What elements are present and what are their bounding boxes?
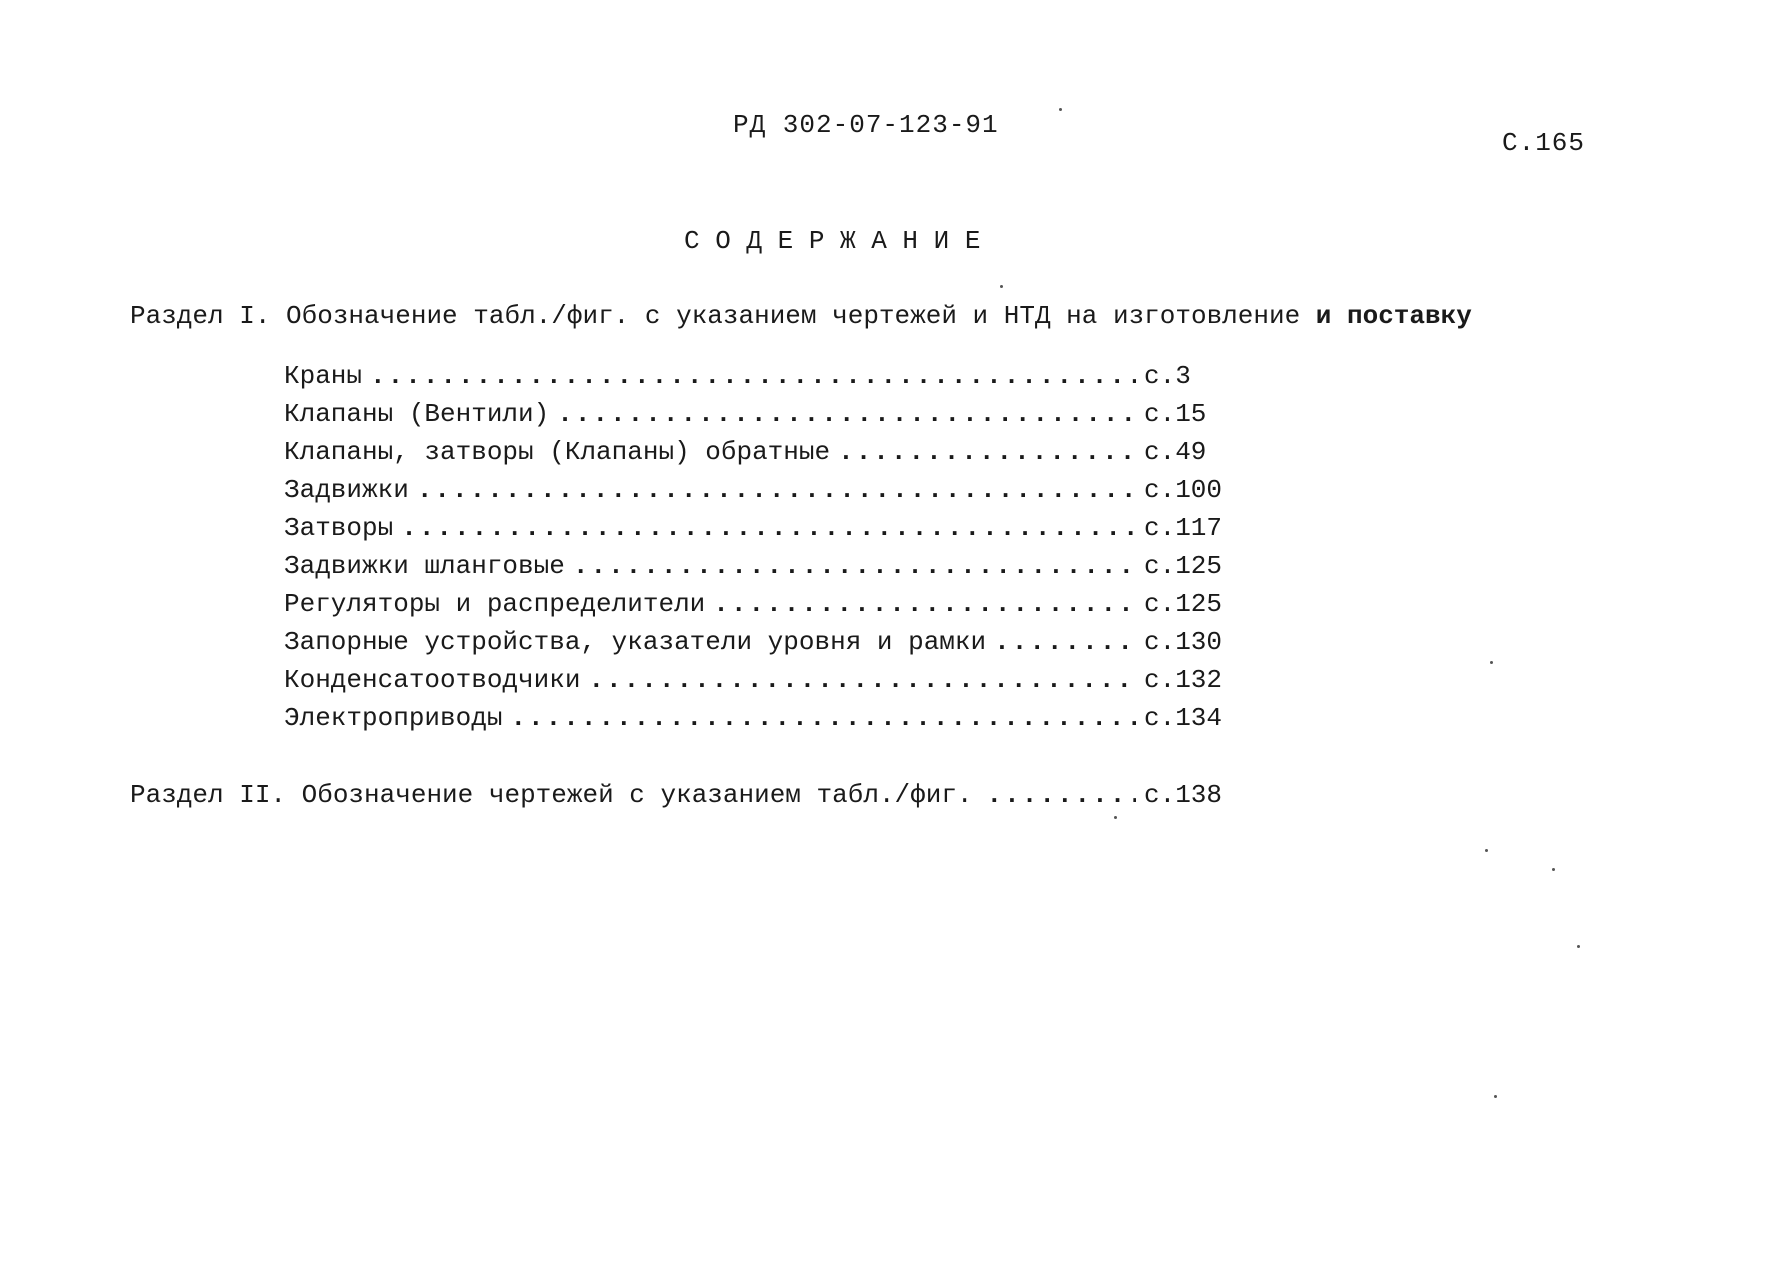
section-2-title: Раздел II. Обозначение чертежей с указанием табл./фиг. bbox=[130, 780, 973, 810]
toc-entry-label: Клапаны, затворы (Клапаны) обратные bbox=[284, 437, 831, 467]
toc-entry-page: с.125 bbox=[1144, 551, 1223, 581]
scan-speck bbox=[1000, 285, 1003, 288]
toc-entry-label: Затворы bbox=[284, 513, 394, 543]
toc-entry-page: с.15 bbox=[1144, 399, 1207, 429]
toc-entry-label: Регуляторы и распределители bbox=[284, 589, 706, 619]
toc-entry-label: Запорные устройства, указатели уровня и рамки bbox=[284, 627, 987, 657]
scan-speck bbox=[1490, 661, 1493, 664]
dot-leader bbox=[510, 703, 1136, 733]
dot-leader bbox=[588, 665, 1136, 695]
scan-speck bbox=[1552, 868, 1555, 871]
section-1-title-text: Раздел I. Обозначение табл./фиг. с указанием чертежей и НТД на изготовление bbox=[130, 301, 1316, 331]
scan-speck bbox=[1114, 816, 1117, 819]
toc-entry[interactable] bbox=[284, 665, 1284, 703]
dot-leader bbox=[557, 399, 1136, 429]
dot-leader bbox=[713, 589, 1136, 619]
toc-entry-label: Задвижки bbox=[284, 475, 409, 505]
section-1-title bbox=[130, 301, 1472, 331]
dot-leader bbox=[401, 513, 1136, 543]
toc-list bbox=[284, 361, 1284, 741]
toc-entry[interactable] bbox=[284, 399, 1284, 437]
toc-entry-label: Задвижки шланговые bbox=[284, 551, 565, 581]
toc-entry-label: Электроприводы bbox=[284, 703, 503, 733]
toc-entry-page: с.134 bbox=[1144, 703, 1223, 733]
toc-entry[interactable] bbox=[284, 437, 1284, 475]
toc-entry-page: с.130 bbox=[1144, 627, 1223, 657]
toc-entry[interactable] bbox=[284, 627, 1284, 665]
toc-entry-page: с.49 bbox=[1144, 437, 1207, 467]
dot-leader bbox=[417, 475, 1136, 505]
toc-entry[interactable] bbox=[284, 703, 1284, 741]
toc-entry[interactable] bbox=[284, 361, 1284, 399]
scan-speck bbox=[1494, 1095, 1497, 1098]
toc-entry-page: с.3 bbox=[1144, 361, 1191, 391]
section-2-page: с.138 bbox=[1144, 780, 1223, 810]
toc-entry-page: с.125 bbox=[1144, 589, 1223, 619]
toc-entry-page: с.117 bbox=[1144, 513, 1223, 543]
page-number: С.165 bbox=[1502, 128, 1586, 158]
toc-heading: С О Д Е Р Ж А Н И Е bbox=[684, 226, 981, 256]
dot-leader bbox=[987, 780, 1136, 810]
dot-leader bbox=[573, 551, 1136, 581]
dot-leader bbox=[994, 627, 1136, 657]
scan-speck bbox=[1577, 945, 1580, 948]
toc-entry-label: Клапаны (Вентили) bbox=[284, 399, 550, 429]
scan-speck bbox=[1485, 849, 1488, 852]
toc-entry[interactable] bbox=[284, 589, 1284, 627]
section-2-entry[interactable] bbox=[130, 780, 1284, 818]
toc-entry[interactable] bbox=[284, 475, 1284, 513]
dot-leader bbox=[370, 361, 1136, 391]
document-code: РД 302-07-123-91 bbox=[733, 110, 999, 140]
toc-entry-label: Краны bbox=[284, 361, 363, 391]
toc-entry-page: с.100 bbox=[1144, 475, 1223, 505]
scan-speck bbox=[1059, 108, 1062, 111]
section-1-title-bold: и поставку bbox=[1315, 301, 1472, 331]
toc-entry[interactable] bbox=[284, 551, 1284, 589]
toc-entry-label: Конденсатоотводчики bbox=[284, 665, 581, 695]
toc-entry[interactable] bbox=[284, 513, 1284, 551]
toc-entry-page: с.132 bbox=[1144, 665, 1223, 695]
dot-leader bbox=[838, 437, 1136, 467]
